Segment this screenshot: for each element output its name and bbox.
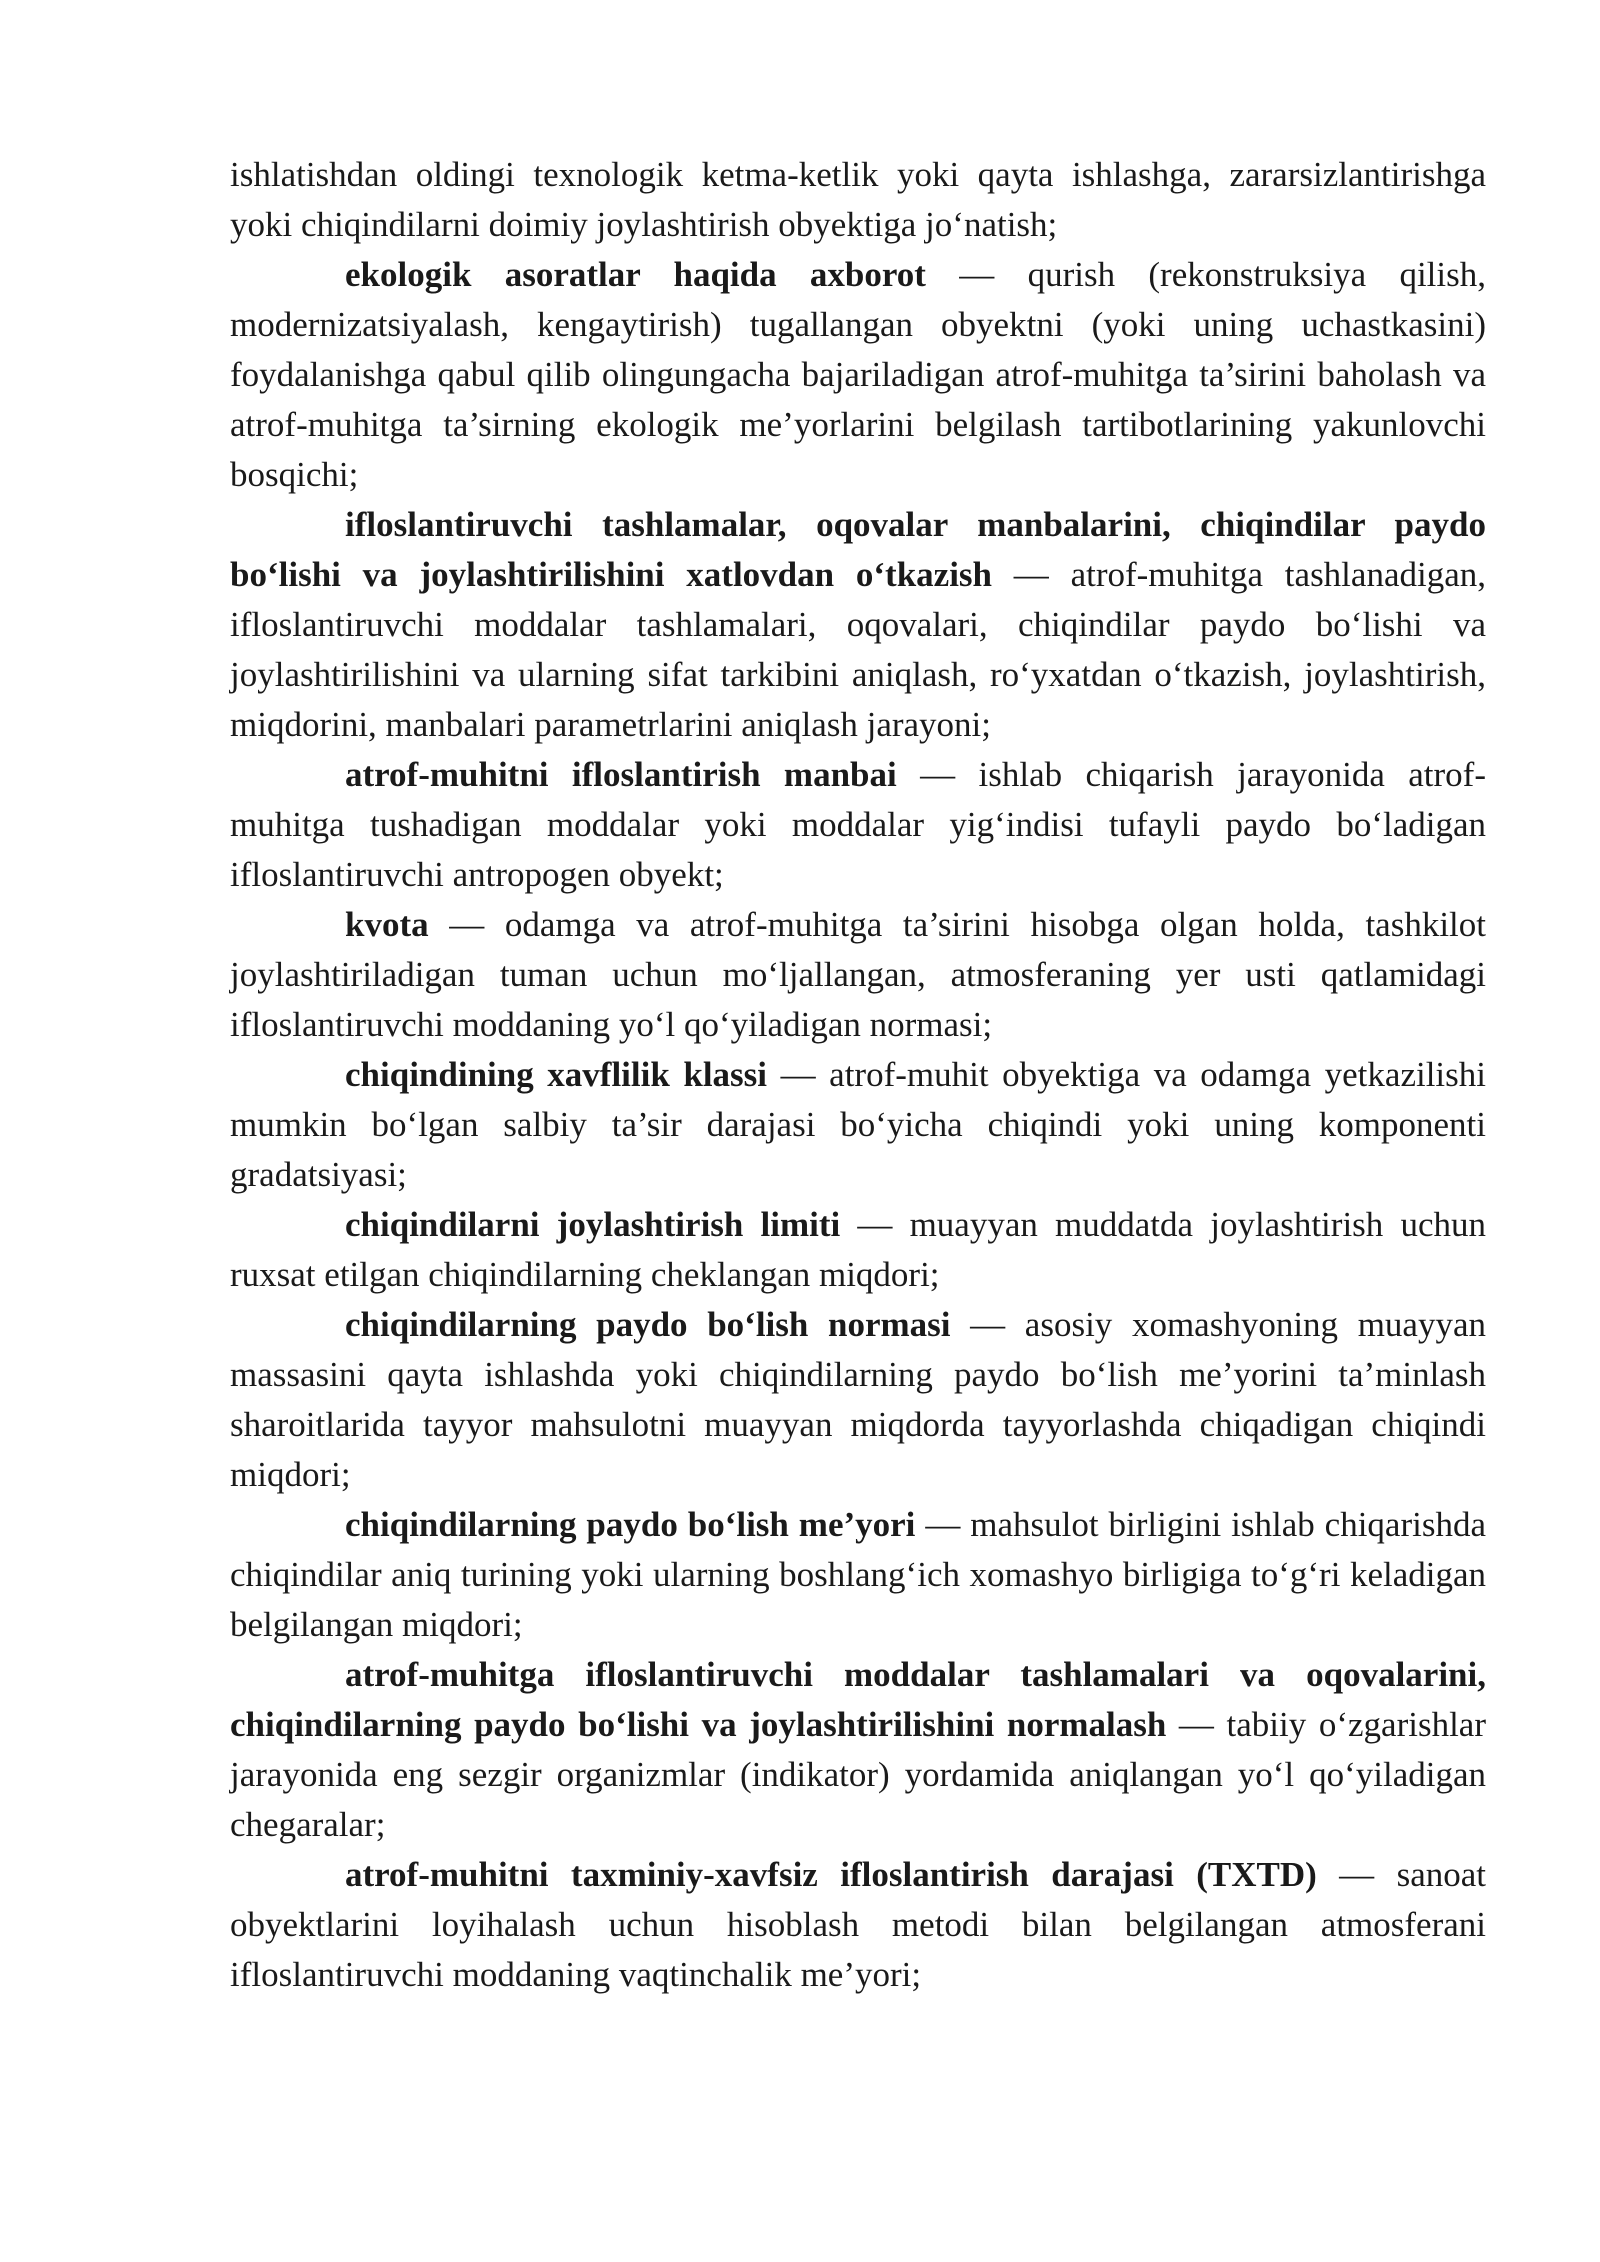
term: chiqindilarning paydo bo‘lish normasi: [345, 1305, 951, 1344]
definition: ishlatishdan oldingi texnologik ketma-ketlik yoki qayta ishlashga, zararsizlantirishga yoki chiqindilarni doimiy joylashtirish obyektiga jo‘natish;: [230, 155, 1486, 244]
term: ekologik asoratlar haqida axborot: [345, 255, 926, 294]
definition: — atrof-muhit obyektiga va odamga yetkazilishi mumkin bo‘lgan salbiy ta’sir darajasi bo‘yicha chiqindi yoki uning komponenti gradatsiyasi;: [230, 1055, 1486, 1194]
definition: — odamga va atrof-muhitga ta’sirini hisobga olgan holda, tashkilot joylashtiriladigan tuman uchun mo‘ljallangan, atmosferaning yer usti qatlamidagi ifloslantiruvchi moddaning yo‘l qo‘yiladigan normasi;: [230, 905, 1486, 1044]
definition-paragraph: [230, 1300, 1486, 1500]
definition-paragraph: [230, 1200, 1486, 1300]
definition: — mahsulot birligini ishlab chiqarishda chiqindilar aniq turining yoki ularning boshlang‘ich xomashyo birligiga to‘g‘ri keladigan belgilangan miqdori;: [230, 1505, 1486, 1644]
definition-paragraph: [230, 750, 1486, 900]
definition: — sanoat obyektlarini loyihalash uchun hisoblash metodi bilan belgilangan atmosferani ifloslantiruvchi moddaning vaqtinchalik me’yori;: [230, 1855, 1486, 1994]
definition-paragraph: [230, 250, 1486, 500]
term: atrof-muhitni taxminiy-xavfsiz ifloslantirish darajasi (TXTD): [345, 1855, 1317, 1894]
term: chiqindining xavflilik klassi: [345, 1055, 768, 1094]
definition: — qurish (rekonstruksiya qilish, modernizatsiyalash, kengaytirish) tugallangan obyektni (yoki uning uchastkasini) foydalanishga qabul qilib olingungacha bajariladigan atrof-muhitga ta’sirini baholash va atrof-muhitga ta’sirning ekologik me’yorlarini belgilash tartibotlarining yakunlovchi bosqichi;: [230, 255, 1486, 494]
paragraph-continuation: [230, 150, 1486, 250]
term: kvota: [345, 905, 429, 944]
definition: — asosiy xomashyoning muayyan massasini qayta ishlashda yoki chiqindilarning paydo bo‘lish me’yorini ta’minlash sharoitlarida tayyor mahsulotni muayyan miqdorda tayyorlashda chiqadigan chiqindi miqdori;: [230, 1305, 1486, 1494]
definition: — muayyan muddatda joylashtirish uchun ruxsat etilgan chiqindilarning cheklangan miqdori;: [230, 1205, 1486, 1294]
definition-paragraph: [230, 500, 1486, 750]
definition: — ishlab chiqarish jarayonida atrof-muhitga tushadigan moddalar yoki moddalar yig‘indisi tufayli paydo bo‘ladigan ifloslantiruvchi antropogen obyekt;: [230, 755, 1486, 894]
term: chiqindilarning paydo bo‘lish me’yori: [345, 1505, 916, 1544]
definition: — tabiiy o‘zgarishlar jarayonida eng sezgir organizmlar (indikator) yordamida aniqlangan yo‘l qo‘yiladigan chegaralar;: [230, 1705, 1486, 1844]
definition-paragraph: [230, 900, 1486, 1050]
definition-paragraph: [230, 1850, 1486, 2000]
definition: — atrof-muhitga tashlanadigan, ifloslantiruvchi moddalar tashlamalari, oqovalari, chiqindilar paydo bo‘lishi va joylashtirilishini va ularning sifat tarkibini aniqlash, ro‘yxatdan o‘tkazish, joylashtirish, miqdorini, manbalari parametrlarini aniqlash jarayoni;: [230, 555, 1486, 744]
definition-paragraph: [230, 1500, 1486, 1650]
definition-paragraph: [230, 1050, 1486, 1200]
term: ifloslantiruvchi tashlamalar, oqovalar manbalarini, chiqindilar paydo bo‘lishi va joylashtirilishini xatlovdan o‘tkazish: [230, 505, 1486, 594]
term: atrof-muhitga ifloslantiruvchi moddalar tashlamalari va oqovalarini, chiqindilarning paydo bo‘lishi va joylashtirilishini normalash: [230, 1655, 1486, 1744]
term: chiqindilarni joylashtirish limiti: [345, 1205, 841, 1244]
term: atrof-muhitni ifloslantirish manbai: [345, 755, 897, 794]
document-page: [230, 150, 1486, 2000]
definition-paragraph: [230, 1650, 1486, 1850]
